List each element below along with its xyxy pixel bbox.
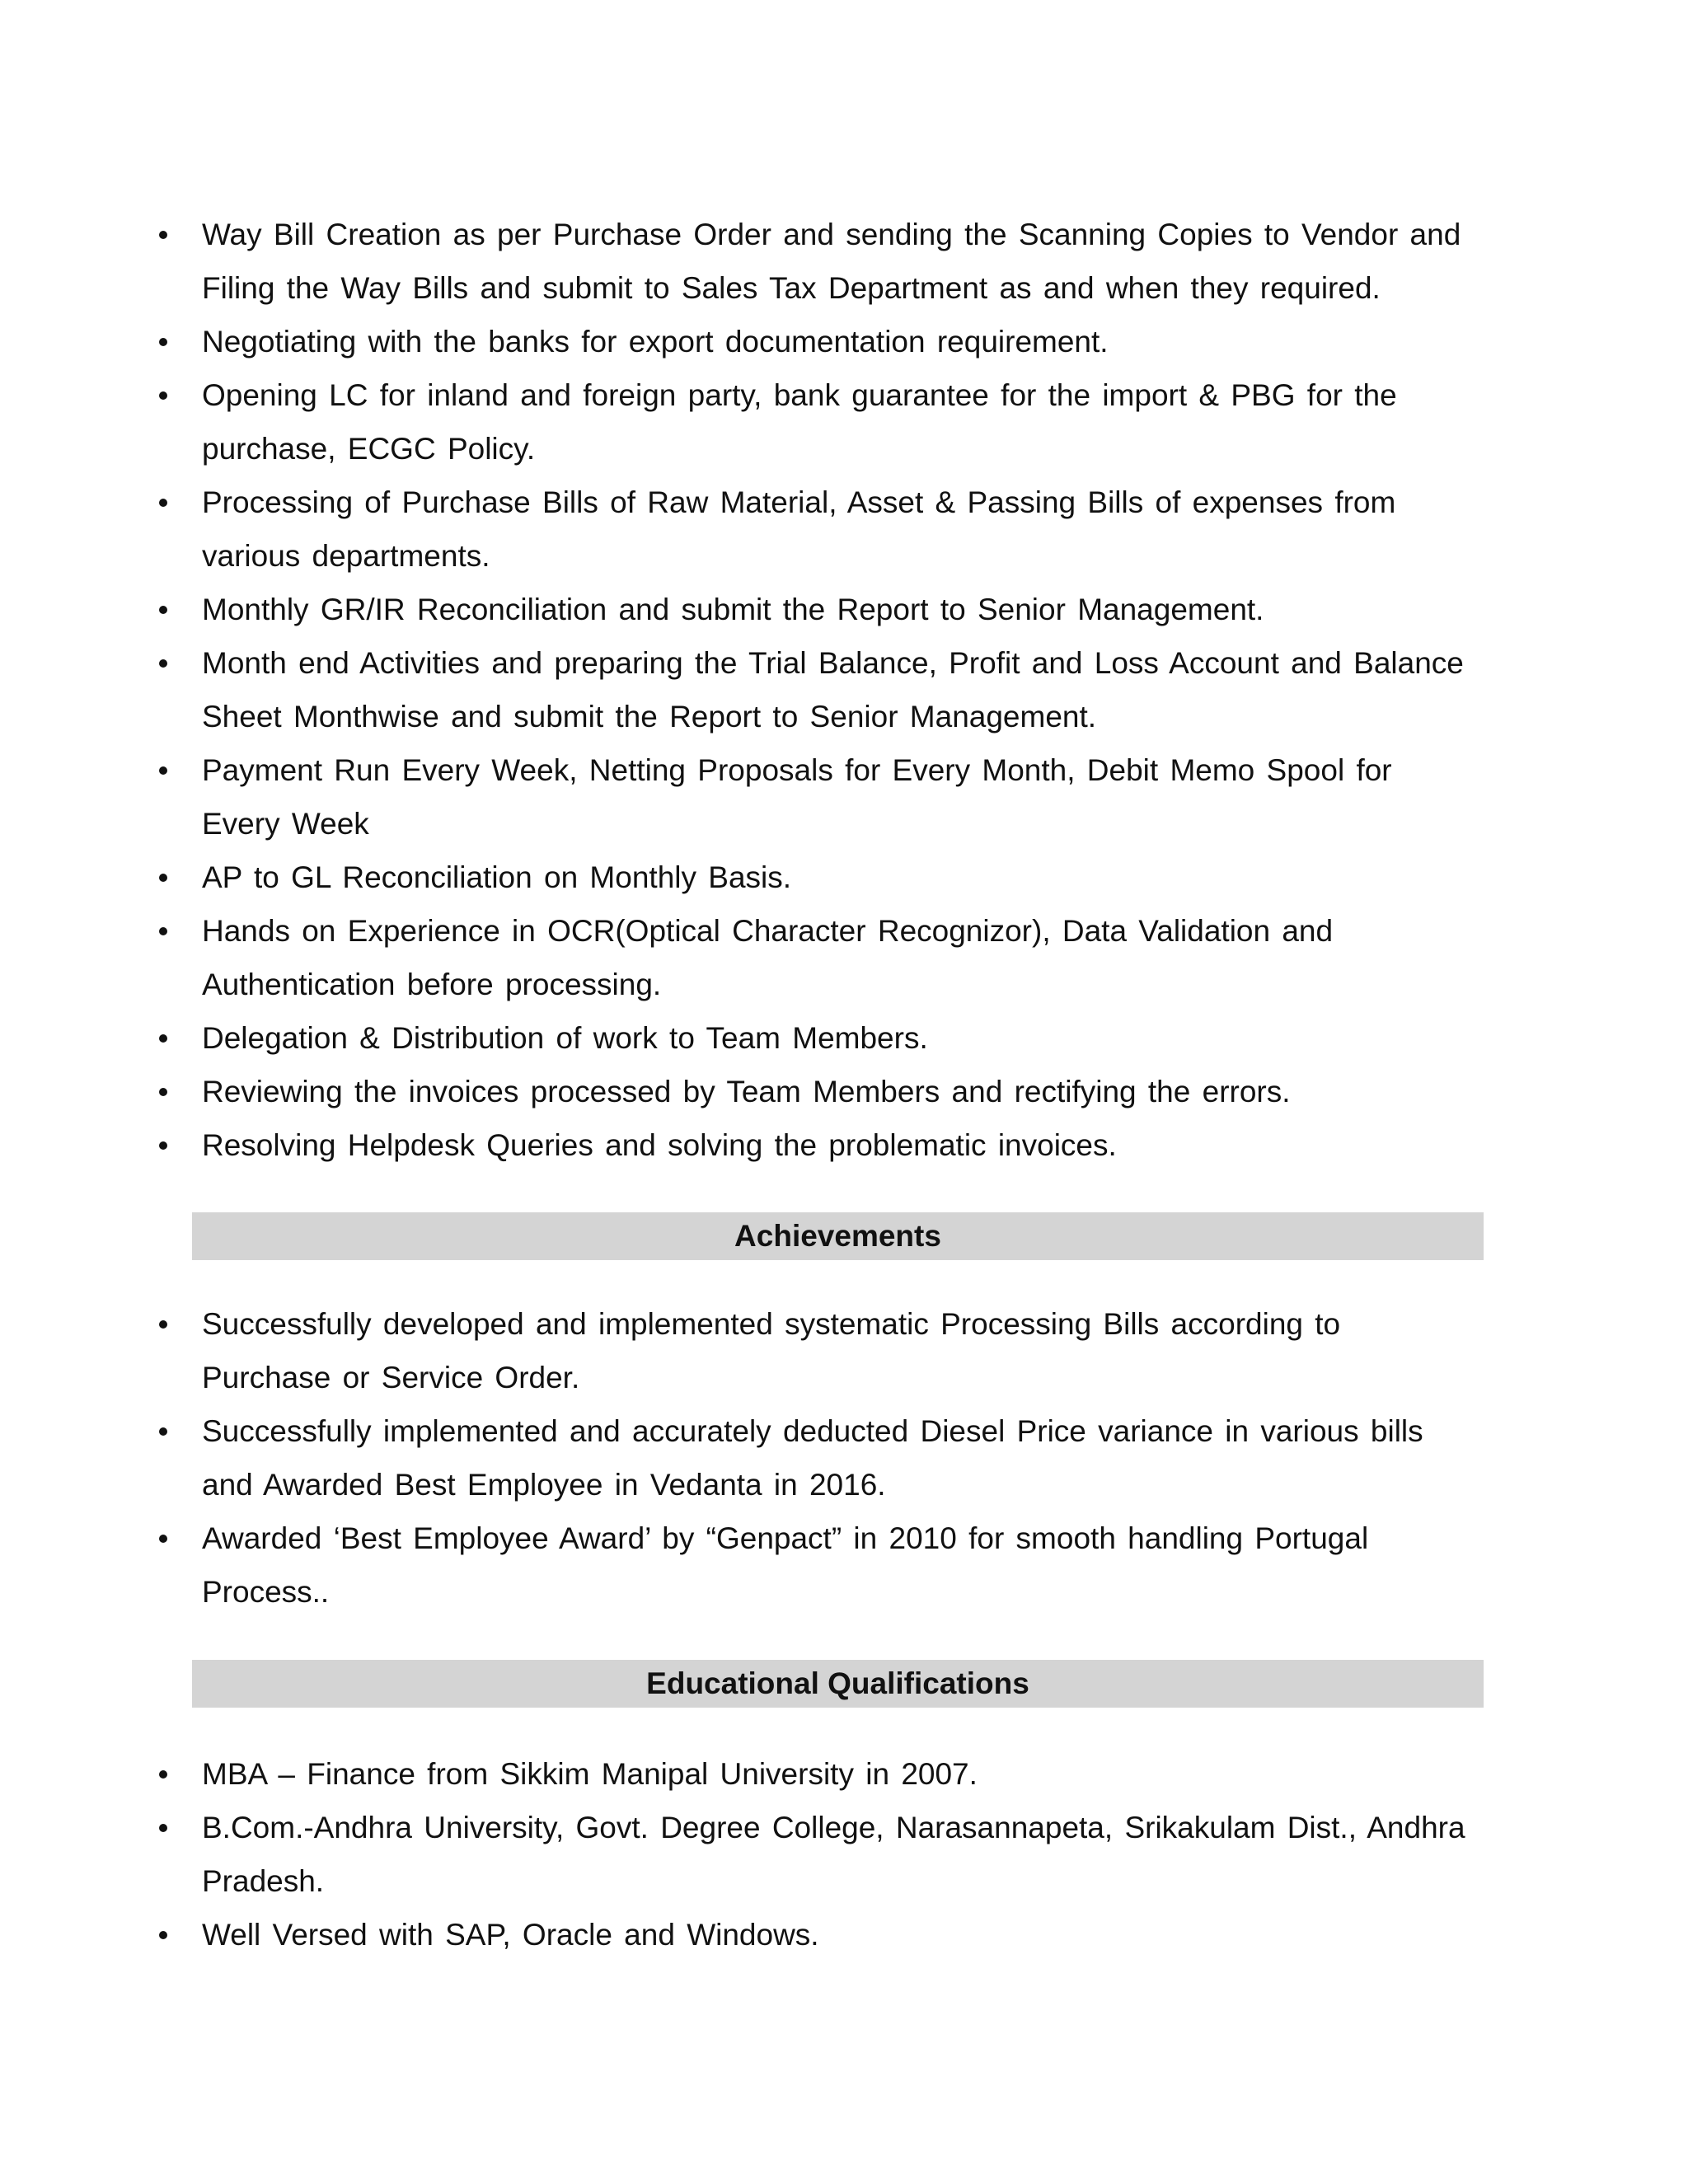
list-item [152, 583, 1479, 636]
bullet-icon [159, 606, 167, 614]
list-item [152, 1297, 1479, 1404]
list-item [152, 851, 1479, 904]
list-item-text: Payment Run Every Week, Netting Proposals for Every Month, Debit Memo Spool for Every Week [202, 753, 1392, 841]
list-item [152, 1801, 1479, 1908]
bullet-icon [159, 1535, 167, 1543]
list-item-text: Delegation & Distribution of work to Team Members. [202, 1021, 928, 1055]
bullet-icon [159, 391, 167, 400]
list-item-text: MBA – Finance from Sikkim Manipal University in 2007. [202, 1757, 978, 1791]
list-item-text: Reviewing the invoices processed by Team Members and rectifying the errors. [202, 1075, 1291, 1108]
list-item [152, 1404, 1479, 1511]
list-item-text: Successfully implemented and accurately deducted Diesel Price variance in various bills and Awarded Best Employee in Vedanta in 2016. [202, 1414, 1423, 1502]
list-item-text: Month end Activities and preparing the Trial Balance, Profit and Loss Account and Balance Sheet Monthwise and submit the Report to Senior Management. [202, 646, 1464, 733]
list-item [152, 368, 1479, 476]
list-item-text: Hands on Experience in OCR(Optical Character Recognizor), Data Validation and Authentication before processing. [202, 914, 1334, 1001]
bullet-icon [159, 927, 167, 935]
list-item-text: Way Bill Creation as per Purchase Order and sending the Scanning Copies to Vendor and Filing the Way Bills and submit to Sales Tax Department as and when they required. [202, 218, 1461, 305]
list-item-text: B.Com.-Andhra University, Govt. Degree College, Narasannapeta, Srikakulam Dist., Andhra Pradesh. [202, 1811, 1465, 1898]
bullet-icon [159, 874, 167, 882]
bullet-icon [159, 1931, 167, 1939]
bullet-icon [159, 1088, 167, 1096]
achievements-list [152, 1297, 1479, 1619]
bullet-icon [159, 1320, 167, 1329]
list-item-text: Resolving Helpdesk Queries and solving the problematic invoices. [202, 1128, 1117, 1162]
list-item [152, 1511, 1479, 1619]
list-item-text: AP to GL Reconciliation on Monthly Basis. [202, 860, 792, 894]
list-item [152, 208, 1479, 315]
bullet-icon [159, 499, 167, 507]
list-item [152, 476, 1479, 583]
list-item-text: Monthly GR/IR Reconciliation and submit the Report to Senior Management. [202, 593, 1264, 626]
list-item [152, 1118, 1479, 1172]
list-item-text: Negotiating with the banks for export documentation requirement. [202, 325, 1109, 359]
bullet-icon [159, 659, 167, 668]
list-item [152, 743, 1479, 851]
education-list [152, 1747, 1479, 1961]
list-item-text: Awarded ‘Best Employee Award’ by “Genpact” in 2010 for smooth handling Portugal Process.. [202, 1521, 1369, 1609]
list-item [152, 1011, 1479, 1065]
list-item [152, 1065, 1479, 1118]
bullet-icon [159, 766, 167, 775]
list-item [152, 315, 1479, 368]
list-item-text: Well Versed with SAP, Oracle and Windows. [202, 1918, 819, 1952]
achievements-heading: Achievements [192, 1212, 1484, 1260]
education-heading: Educational Qualifications [192, 1660, 1484, 1708]
list-item [152, 636, 1479, 743]
bullet-icon [159, 1770, 167, 1779]
bullet-icon [159, 231, 167, 239]
list-item-text: Processing of Purchase Bills of Raw Material, Asset & Passing Bills of expenses from various departments. [202, 485, 1396, 573]
list-item-text: Successfully developed and implemented systematic Processing Bills according to Purchase or Service Order. [202, 1307, 1341, 1394]
list-item-text: Opening LC for inland and foreign party, bank guarantee for the import & PBG for the purchase, ECGC Policy. [202, 378, 1397, 466]
bullet-icon [159, 338, 167, 346]
list-item [152, 904, 1479, 1011]
bullet-icon [159, 1034, 167, 1043]
list-item [152, 1747, 1479, 1801]
bullet-icon [159, 1427, 167, 1436]
bullet-icon [159, 1824, 167, 1832]
responsibilities-list [152, 208, 1479, 1172]
bullet-icon [159, 1141, 167, 1150]
list-item [152, 1908, 1479, 1961]
